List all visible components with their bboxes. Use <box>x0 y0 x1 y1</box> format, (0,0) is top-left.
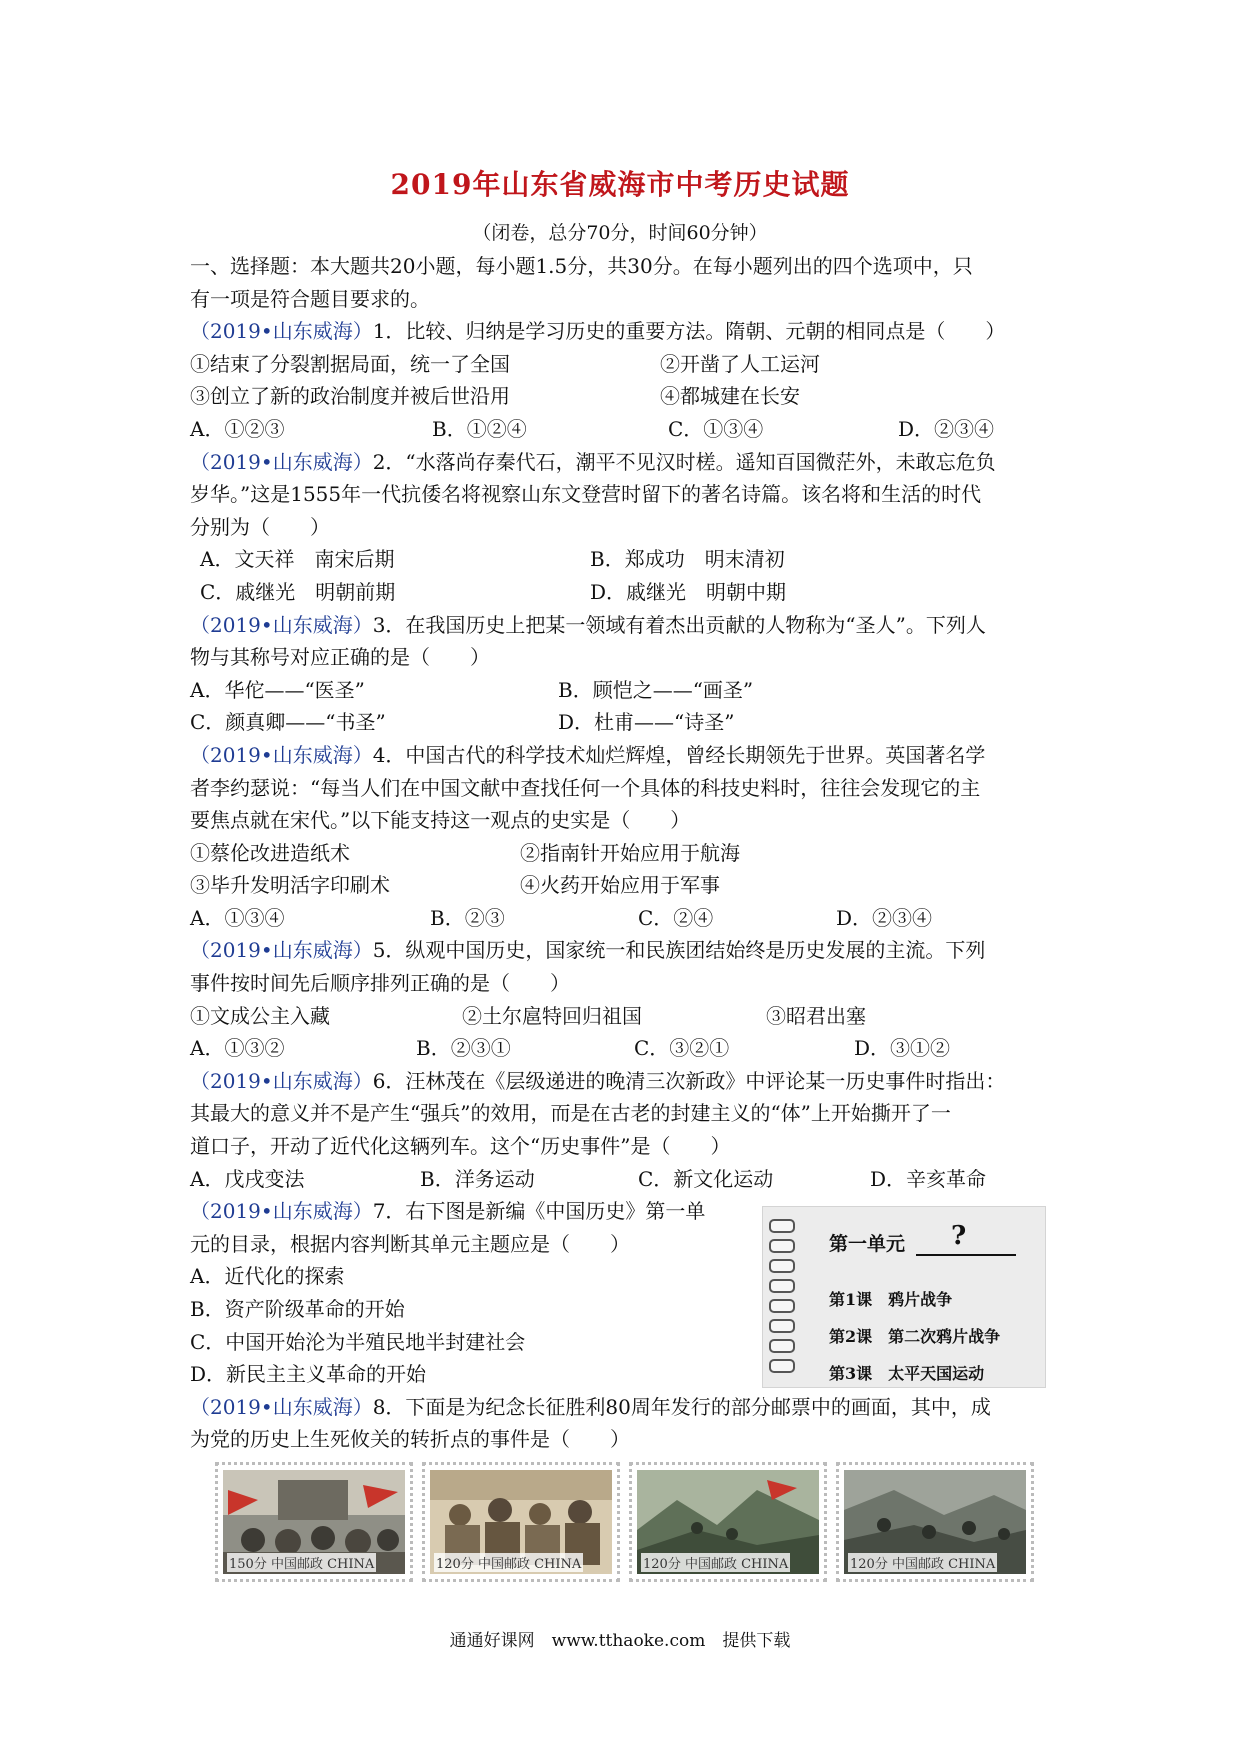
question-1 <box>190 315 1060 348</box>
question-stem-line: 元的目录，根据内容判断其单元主题应是（ ） <box>190 1231 630 1256</box>
notebook-ring <box>769 1279 795 1293</box>
page-footer: 通通好课网 www.tthaoke.com 提供下载 <box>449 1631 791 1651</box>
option-a: A．①③④ <box>190 905 285 930</box>
option-a: A．①③② <box>190 1036 285 1061</box>
stamp-images <box>215 1462 1035 1582</box>
question-stem: 4．中国古代的科学技术灿烂辉煌，曾经长期领先于世界。英国著名学 <box>372 742 986 767</box>
stamp-value: 120分 中国邮政 CHINA <box>434 1553 583 1572</box>
option-b: B．①②④ <box>432 416 527 441</box>
question-stem-line: 道口子，开动了近代化这辆列车。这个“历史事件”是（ ） <box>190 1134 731 1159</box>
stamp-artwork <box>844 1470 1026 1574</box>
question-stem-line: 其最大的意义并不是产生“强兵”的效用，而是在古老的封建主义的“体”上开始撕开了一 <box>190 1101 951 1126</box>
option-c: C．新文化运动 <box>638 1166 774 1191</box>
source-tag: （2019•山东威海） <box>190 1394 373 1419</box>
stamp-4 <box>836 1462 1034 1582</box>
stamp-1 <box>215 1462 413 1582</box>
question-stem: 3．在我国历史上把某一领域有着杰出贡献的人物称为“圣人”。下列人 <box>372 612 986 637</box>
question-stem: 6．汪林茂在《层级递进的晚清三次新政》中评论某一历史事件时指出： <box>372 1068 1006 1093</box>
option-d: D．戚继光 明朝中期 <box>590 579 787 604</box>
question-stem-line: 要焦点就在宋代。”以下能支持这一观点的史实是（ ） <box>190 808 691 833</box>
option-c: C．戚继光 明朝前期 <box>200 579 396 604</box>
option-a: A．近代化的探索 <box>190 1264 345 1289</box>
statement: ③创立了新的政治制度并被后世沿用 <box>190 384 510 409</box>
unit-blank-line <box>916 1254 1016 1256</box>
option-d: D．辛亥革命 <box>870 1166 987 1191</box>
notebook-ring <box>769 1299 795 1313</box>
options-row <box>190 1163 1060 1196</box>
statement: ②土尔扈特回归祖国 <box>462 1003 642 1028</box>
question-4 <box>190 739 1060 772</box>
statement-row <box>190 869 1060 902</box>
source-tag: （2019•山东威海） <box>190 938 373 963</box>
option-d: D．②③④ <box>898 416 995 441</box>
option-a: A．戊戌变法 <box>190 1166 305 1191</box>
notebook-ring <box>769 1239 795 1253</box>
question-3 <box>190 609 1060 642</box>
option-a: A．文天祥 南宋后期 <box>200 547 395 572</box>
source-tag: （2019•山东威海） <box>190 1199 373 1224</box>
lesson-3: 第3课 太平天国运动 <box>829 1364 985 1383</box>
unit-contents-figure <box>762 1206 1046 1388</box>
options-row <box>190 543 1060 576</box>
question-stem-line: 岁华。”这是1555年一代抗倭名将视察山东文登营时留下的著名诗篇。该名将和生活的时代 <box>190 482 982 507</box>
option-d: D．③①② <box>854 1036 951 1061</box>
notebook-ring <box>769 1219 795 1233</box>
lesson-2: 第2课 第二次鸦片战争 <box>829 1327 1001 1346</box>
section-intro-line-2: 有一项是符合题目要求的。 <box>190 286 430 311</box>
lesson-1: 第1课 鸦片战争 <box>829 1290 953 1309</box>
source-tag: （2019•山东威海） <box>190 319 373 344</box>
statement: ①文成公主入藏 <box>190 1003 330 1028</box>
option-b: B．②③① <box>416 1036 511 1061</box>
options-row <box>190 413 1060 446</box>
notebook-ring <box>769 1339 795 1353</box>
statement: ①结束了分裂割据局面，统一了全国 <box>190 351 510 376</box>
page-title: 2019年山东省威海市中考历史试题 <box>390 168 850 201</box>
question-stem: 7．右下图是新编《中国历史》第一单 <box>372 1199 706 1224</box>
option-b: B．②③ <box>430 905 505 930</box>
stamp-artwork <box>637 1470 819 1574</box>
statement: ③毕升发明活字印刷术 <box>190 873 390 898</box>
options-row <box>190 674 1060 707</box>
notebook-ring <box>769 1359 795 1373</box>
statement-row <box>190 348 1060 381</box>
options-row <box>190 1032 1060 1065</box>
question-6 <box>190 1065 1060 1098</box>
options-row <box>190 576 1060 609</box>
question-stem: 2．“水落尚存秦代石，潮平不见汉时槎。遥知百国微茫外，未敢忘危负 <box>372 449 996 474</box>
stamp-value: 150分 中国邮政 CHINA <box>227 1553 376 1572</box>
option-a: A．①②③ <box>190 416 285 441</box>
unit-label: 第一单元 <box>829 1233 906 1255</box>
options-row <box>190 902 1060 935</box>
question-stem-line: 物与其称号对应正确的是（ ） <box>190 645 490 670</box>
stamp-value: 120分 中国邮政 CHINA <box>641 1553 790 1572</box>
section-intro-line-1: 一、选择题：本大题共20小题，每小题1.5分，共30分。在每小题列出的四个选项中，只 <box>190 254 973 278</box>
exam-info: （闭卷，总分70分，时间60分钟） <box>472 222 768 244</box>
source-tag: （2019•山东威海） <box>190 449 373 474</box>
option-c: C．②④ <box>638 905 714 930</box>
option-c: C．③②① <box>634 1036 730 1061</box>
question-5 <box>190 934 1060 967</box>
stamp-2 <box>422 1462 620 1582</box>
stamp-artwork <box>430 1470 612 1574</box>
question-stem: 5．纵观中国历史，国家统一和民族团结始终是历史发展的主流。下列 <box>372 938 986 963</box>
question-8 <box>190 1391 1060 1424</box>
notebook-ring <box>769 1259 795 1273</box>
option-c: C．颜真卿——“书圣” <box>190 710 386 735</box>
question-stem-line: 分别为（ ） <box>190 514 330 539</box>
option-d: D．杜甫——“诗圣” <box>558 710 735 735</box>
source-tag: （2019•山东威海） <box>190 612 373 637</box>
option-d: D．新民主主义革命的开始 <box>190 1362 427 1387</box>
source-tag: （2019•山东威海） <box>190 742 373 767</box>
statement: ④都城建在长安 <box>660 384 800 409</box>
stamp-value: 120分 中国邮政 CHINA <box>848 1553 997 1572</box>
statement-row <box>190 837 1060 870</box>
question-stem-line: 为党的历史上生死攸关的转折点的事件是（ ） <box>190 1427 630 1452</box>
question-stem-line: 者李约瑟说：“每当人们在中国文献中查找任何一个具体的科技史料时，往往会发现它的主 <box>190 775 981 800</box>
unit-blank-mark: ? <box>951 1221 967 1251</box>
option-d: D．②③④ <box>836 905 933 930</box>
option-c: C．中国开始沦为半殖民地半封建社会 <box>190 1329 526 1354</box>
statement: ②指南针开始应用于航海 <box>520 840 740 865</box>
statement: ③昭君出塞 <box>766 1003 866 1028</box>
question-stem: 8．下面是为纪念长征胜利80周年发行的部分邮票中的画面，其中，成 <box>372 1394 991 1419</box>
stamp-3 <box>629 1462 827 1582</box>
statement: ②开凿了人工运河 <box>660 351 820 376</box>
option-c: C．①③④ <box>668 416 764 441</box>
option-b: B．资产阶级革命的开始 <box>190 1297 405 1321</box>
option-a: A．华佗——“医圣” <box>190 677 365 702</box>
statement: ④火药开始应用于军事 <box>520 873 720 898</box>
question-2 <box>190 446 1060 479</box>
option-b: B．洋务运动 <box>420 1166 535 1191</box>
option-b: B．顾恺之——“画圣” <box>558 677 754 702</box>
question-stem-line: 事件按时间先后顺序排列正确的是（ ） <box>190 971 570 996</box>
option-b: B．郑成功 明末清初 <box>590 547 785 572</box>
stamp-artwork <box>223 1470 405 1574</box>
source-tag: （2019•山东威海） <box>190 1068 373 1093</box>
statement: ①蔡伦改进造纸术 <box>190 840 350 865</box>
notebook-ring <box>769 1319 795 1333</box>
statement-row <box>190 380 1060 413</box>
question-stem: 1．比较、归纳是学习历史的重要方法。隋朝、元朝的相同点是（ ） <box>372 319 1006 344</box>
options-row <box>190 706 1060 739</box>
statement-row <box>190 1000 1060 1033</box>
